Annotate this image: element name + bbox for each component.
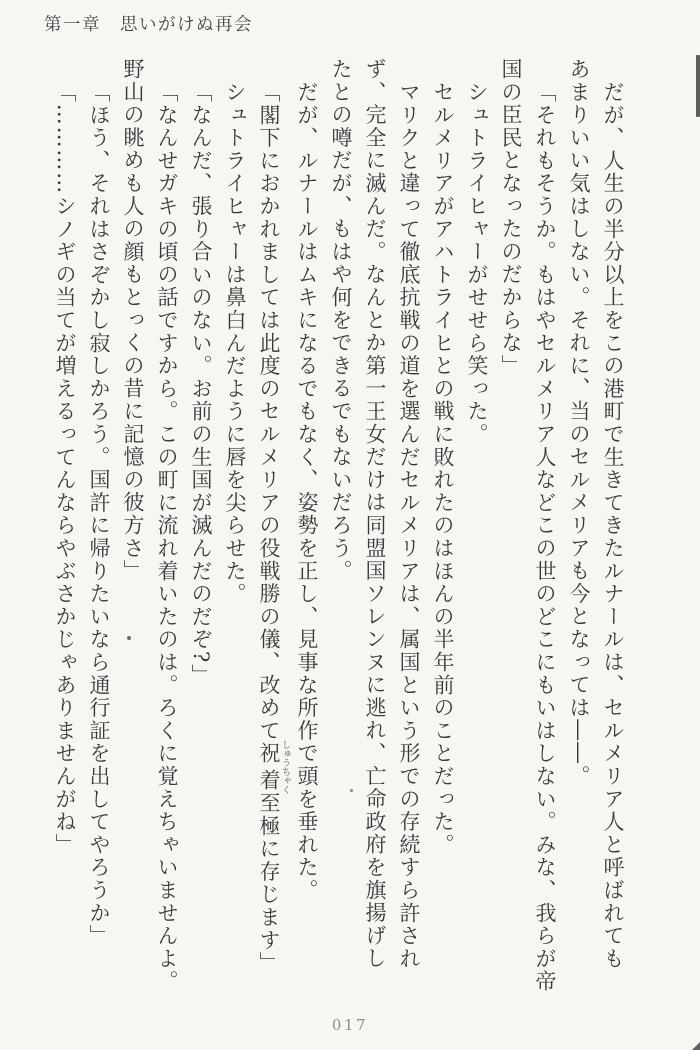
scan-corner-artifact [688,1038,700,1050]
text-line-with-ruby [252,58,290,998]
page-number: 017 [331,1016,369,1034]
scan-speck [350,789,353,792]
text-line: 「それもそうか。もはやセルメリア人などこの世のどこにもいはしない。みな、我らが帝 [533,81,557,993]
ruby-furigana: しゅうちゃく [280,740,290,795]
ruby-post-text: 至極に存じます」 [257,792,281,975]
text-line: 「…………シノギの当てが増えるってんならやぶさかじゃありませんがね」 [53,81,77,857]
text-line: 「なんだ、張り合いのない。お前の生国が滅んだのだぞ?」 [189,81,213,687]
text-line: 「ほう、それはさぞかし寂しかろう。国許に帰りたいなら通行証を出してやろうか」 [87,81,111,948]
text-line: たとの噂だが、もはや何をできるでもないだろう。 [329,58,353,583]
chapter-header: 第一章 思いがけぬ再会 [44,15,253,35]
text-line: シュトライヒャーは鼻白んだように唇を尖らせた。 [223,81,247,606]
scan-edge-artifact [696,55,700,117]
text-line: マリクと違って徹底抗戦の道を選んだセルメリアは、属国という形での存続すら許され [397,81,421,971]
text-line: だが、ルナールはムキになるでもなく、姿勢を正し、見事な所作で頭を垂れた。 [295,81,319,902]
text-line: セルメリアがアハトライヒとの戦に敗れたのはほんの半年前のことだった。 [431,81,455,857]
ruby-annotation [257,740,290,795]
text-line: あまりいい気はしない。それに、当のセルメリアも今となっては――。 [567,58,591,788]
text-line: 国の臣民となったのだからな」 [499,58,523,378]
text-line: 野山の眺めも人の顔もとっくの昔に記憶の彼方さ」 [121,58,145,583]
ruby-pre-text: 「閣下におかれましては此度のセルメリアの役戦勝の儀、改めて [257,81,281,743]
text-line: シュトライヒャーがせせら笑った。 [465,81,489,446]
body-text [52,58,630,998]
text-line: ず、完全に滅んだ。なんとか第一王女だけは同盟国ソレンヌに逃れ、亡命政府を旗揚げし [363,58,387,970]
text-line: だが、人生の半分以上をこの港町で生きてきたルナールは、セルメリア人と呼ばれても [601,81,625,971]
text-line: 「なんせガキの頃の話ですから。この町に流れ着いたのは。ろくに覚えちゃいませんよ。 [155,81,179,993]
scan-speck [127,636,131,640]
ruby-base: 祝着 [257,740,281,795]
